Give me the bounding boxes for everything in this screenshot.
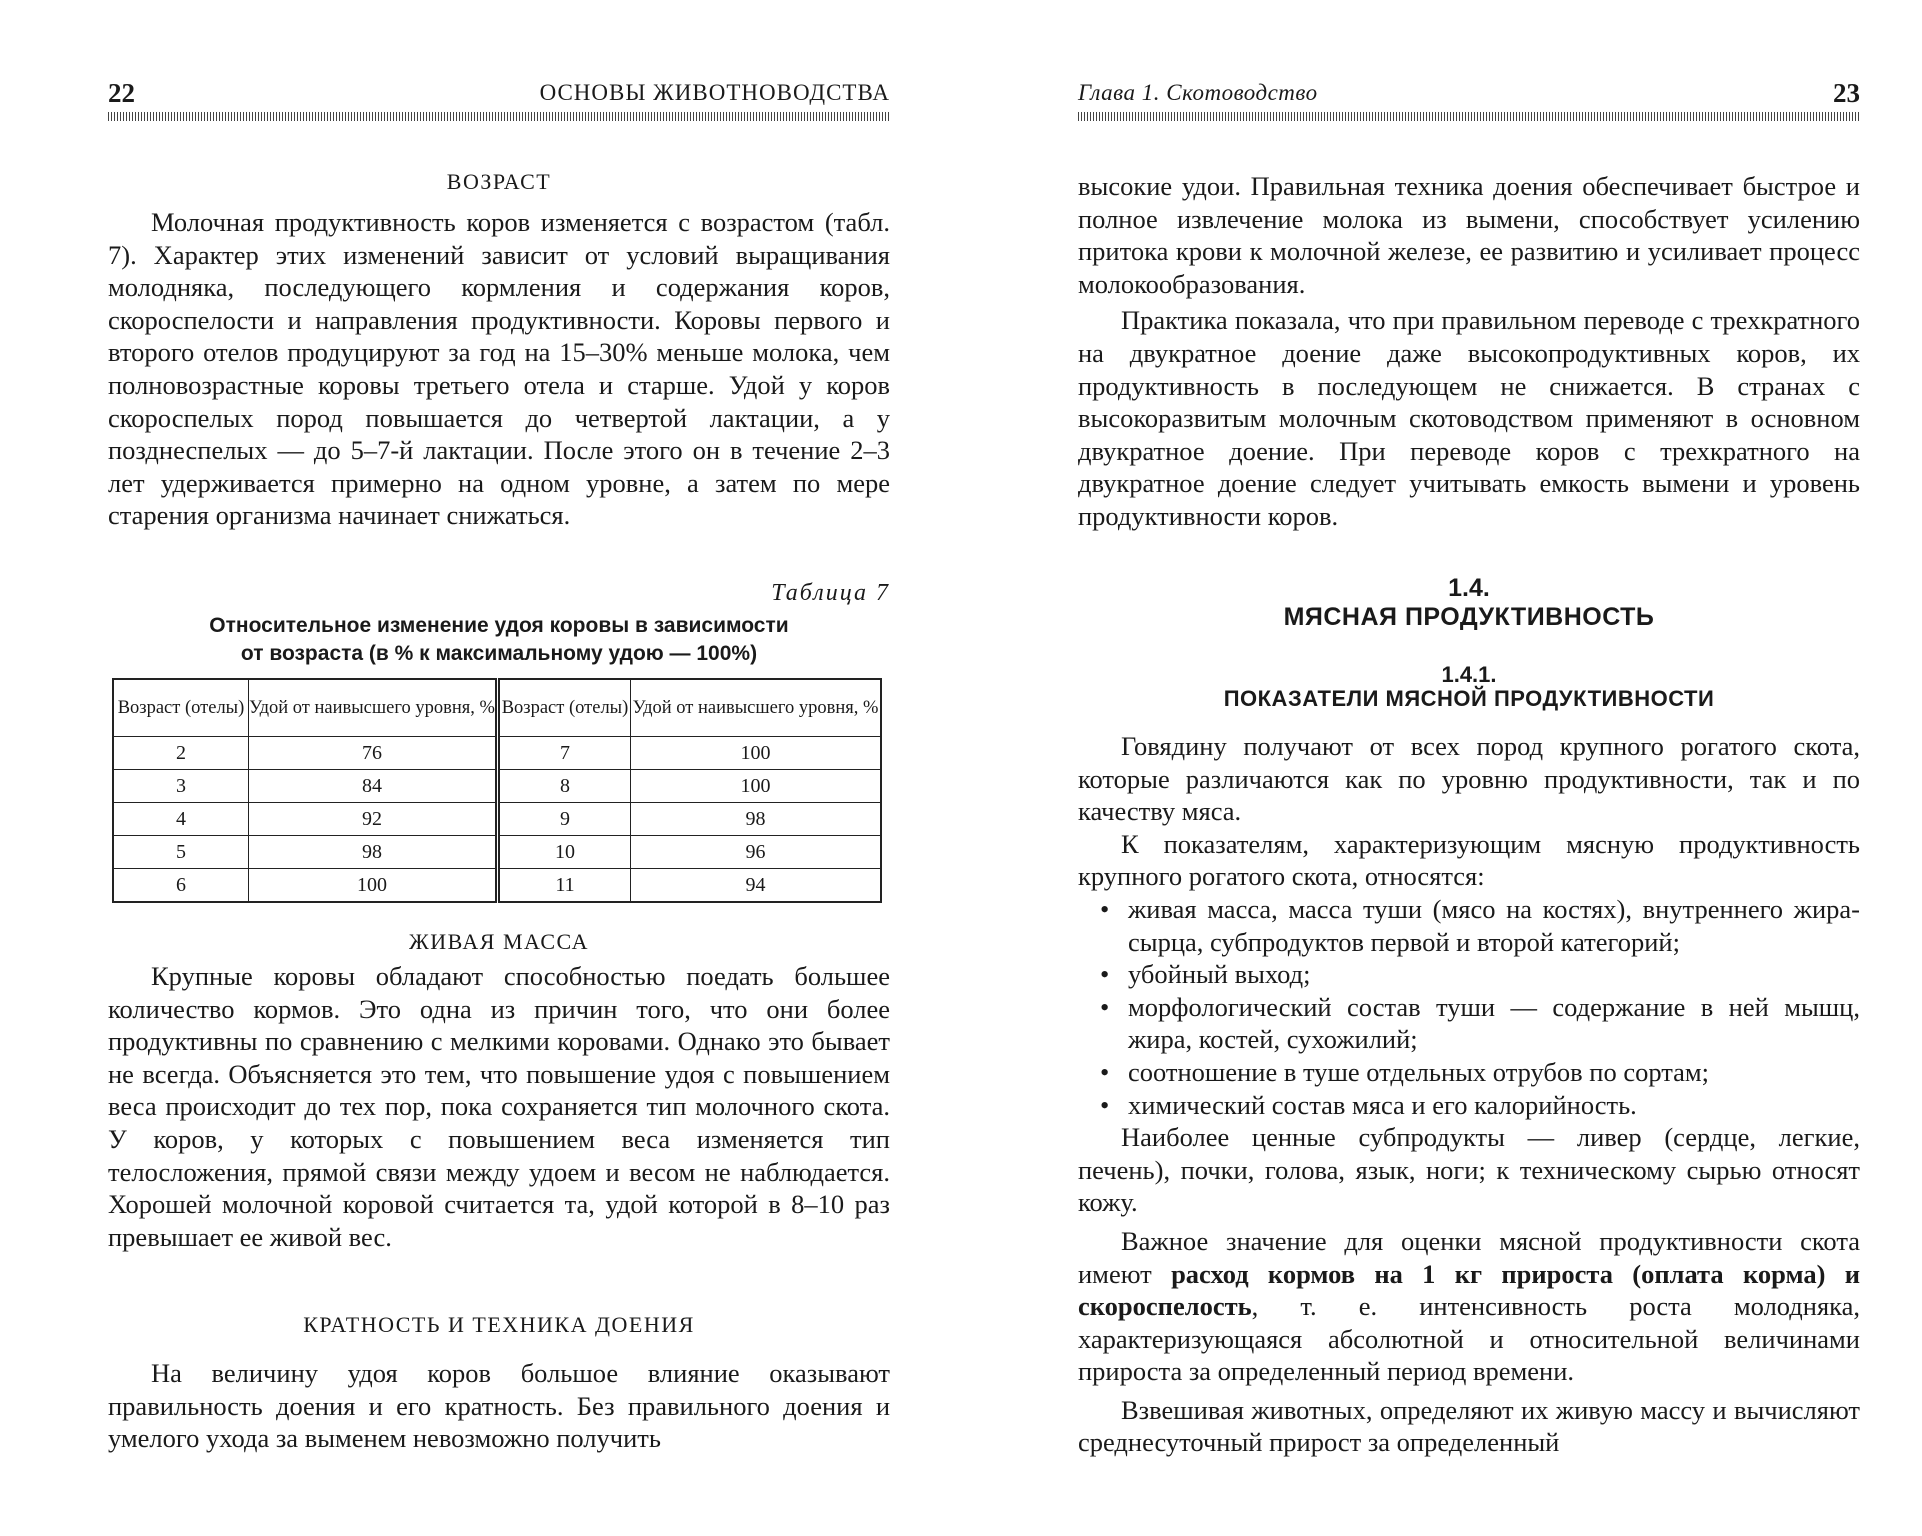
table-row (113, 869, 881, 903)
header-cell: Удой от наивысшего уровня, % (249, 679, 498, 737)
right-body (1078, 170, 1860, 533)
paragraph: На величину удоя коров большое влияние оказывают правильность доения и его кратность. Без правильного доения и умелого ухода за выменем невозможно получить (108, 1358, 890, 1454)
table-cell: 84 (249, 770, 498, 803)
list-item-text: соотношение в туше отдельных отрубов по сортам; (1128, 1056, 1710, 1087)
table-cell: 3 (113, 770, 249, 803)
section-heading-age: ВОЗРАСТ (446, 169, 552, 194)
list-item (1100, 958, 1860, 991)
table-cell: 2 (113, 737, 249, 770)
table-cell: 11 (498, 869, 631, 903)
left-body-2 (108, 926, 890, 1253)
subsection-number: 1.4.1. (1441, 662, 1497, 687)
left-body (108, 166, 890, 532)
bullet-icon: • (1100, 959, 1110, 990)
table-cell: 100 (249, 869, 498, 903)
section-title: МЯСНАЯ ПРОДУКТИВНОСТЬ (1283, 603, 1655, 631)
right-running-head (1078, 78, 1860, 118)
table-row (113, 803, 881, 836)
table-cell: 4 (113, 803, 249, 836)
table-row (113, 737, 881, 770)
table-cell: 96 (631, 836, 882, 869)
running-title: ОСНОВЫ ЖИВОТНОВОДСТВА (539, 80, 890, 105)
list-item (1100, 1056, 1860, 1089)
table-header-row (113, 679, 881, 737)
list-item-text: морфологический состав туши — содержание в ней мышц, жира, костей, сухожилий; (1128, 991, 1860, 1055)
paragraph: Крупные коровы обладают способностью поедать большее количество кормов. Это одна из причин того, что они более продуктивны по сравнению с мелкими коровами. Однако это бывает не всегда. Объясняется это тем, что повышение удоя с повышением веса происходит до тех пор, пока сохраняется тип молочного скота. У коров, у которых с повышением веса изменяется тип телосложения, прямой связи между удоем и весом не наблюдается. Хорошей молочной коровой считается та, удой которой в 8–10 раз превышает ее живой вес. (108, 961, 890, 1252)
paragraph: высокие удои. Правильная техника доения обеспечивает быстрое и полное извлечение молока из вымени, способствует усилению притока крови к молочной железе, ее развитию и усиливает процесс молокообразования. (1078, 171, 1860, 299)
data-table (112, 678, 882, 903)
list-item (1100, 991, 1860, 1056)
table-cell: 92 (249, 803, 498, 836)
subsection-title: ПОКАЗАТЕЛИ МЯСНОЙ ПРОДУКТИВНОСТИ (1223, 686, 1715, 711)
table-cell: 94 (631, 869, 882, 903)
table-cell: 76 (249, 737, 498, 770)
running-title: Глава 1. Скотоводство (1078, 80, 1318, 105)
table-label: Таблица 7 (771, 580, 890, 606)
table-cell: 10 (498, 836, 631, 869)
right-page (1078, 0, 1860, 1536)
table-cell: 5 (113, 836, 249, 869)
list-item-text: живая масса, масса туши (мясо на костях), внутреннего жира-сырца, субпродуктов первой и второй категорий; (1128, 893, 1860, 957)
left-running-head (108, 78, 890, 118)
table-cell: 6 (113, 869, 249, 903)
table-cell: 98 (249, 836, 498, 869)
paragraph: Наиболее ценные субпродукты — ливер (сердце, легкие, печень), почки, голова, язык, ноги; к техническому сырью относят кожу. (1078, 1122, 1860, 1218)
table-row (113, 836, 881, 869)
text-span: Важное значение для оценки мясной продуктивности скота имеют (1078, 1225, 1860, 1289)
page-number: 22 (108, 78, 135, 108)
list-item (1100, 893, 1860, 958)
header-rule (108, 112, 890, 121)
bullet-icon: • (1100, 991, 1110, 1022)
table-cell: 100 (631, 737, 882, 770)
text-span: , т. е. интенсивность роста молодняка, характеризующаяся абсолютной и относительной величинами прироста за определенный период времени. (1078, 1291, 1860, 1387)
section-number: 1.4. (1448, 574, 1490, 602)
page-number: 23 (1833, 78, 1860, 108)
table-caption (108, 612, 890, 668)
section-heading-milking: КРАТНОСТЬ И ТЕХНИКА ДОЕНИЯ (303, 1312, 695, 1337)
paragraph: К показателям, характеризующим мясную продуктивность крупного рогатого скота, относятся: (1078, 828, 1860, 892)
caption-line: от возраста (в % к максимальному удою — 100%) (240, 642, 758, 665)
list-item-text: убойный выход; (1128, 959, 1311, 990)
table-cell: 9 (498, 803, 631, 836)
paragraph: Говядину получают от всех пород крупного рогатого скота, которые различаются как по уровню продуктивности, так и по качеству мяса. (1078, 731, 1860, 827)
table-cell: 100 (631, 770, 882, 803)
left-page (108, 0, 890, 1536)
bullet-icon: • (1100, 1089, 1110, 1120)
header-cell: Возраст (отелы) (498, 679, 631, 737)
paragraph-feed-efficiency (1078, 1225, 1860, 1388)
bullet-list (1100, 893, 1860, 1121)
bold-term: расход кормов на 1 кг прироста (оплата корма) и скороспелость (1078, 1258, 1860, 1322)
table-cell: 7 (498, 737, 631, 770)
header-rule (1078, 112, 1860, 121)
list-item-text: химический состав мяса и его калорийность. (1128, 1089, 1637, 1120)
section-heading-live-weight: ЖИВАЯ МАССА (409, 929, 589, 954)
bullet-icon: • (1100, 1056, 1110, 1087)
table-row (113, 770, 881, 803)
table-block (108, 578, 890, 903)
right-body-2 (1078, 730, 1860, 1459)
header-cell: Возраст (отелы) (113, 679, 249, 737)
subsection-heading (1078, 664, 1860, 712)
left-body-3 (108, 1309, 890, 1455)
section-heading (1078, 574, 1860, 632)
paragraph: Взвешивая животных, определяют их живую массу и вычисляют среднесуточный прирост за определенный (1078, 1394, 1860, 1458)
table-cell: 8 (498, 770, 631, 803)
table-cell: 98 (631, 803, 882, 836)
bullet-icon: • (1100, 893, 1110, 924)
paragraph: Молочная продуктивность коров изменяется с возрастом (табл. 7). Характер этих изменений зависит от условий выращивания молодняка, последующего кормления и содержания коров, скороспелости и направления продуктивности. Коровы первого и второго отелов продуцируют за год на 15–30% меньше молока, чем полновозрастные коровы третьего отела и старше. Удой у коров скороспелых пород повышается до четвертой лактации, а у позднеспелых — до 5–7-й лактации. После этого он в течение 2–3 лет удерживается примерно на одном уровне, а затем по мере старения организма начинает снижаться. (108, 207, 890, 531)
header-cell: Удой от наивысшего уровня, % (631, 679, 882, 737)
paragraph: Практика показала, что при правильном переводе с трехкратного на двукратное доение даже высокопродуктивных коров, их продуктивность в последующем не снижается. В странах с высокоразвитым молочным скотоводством применяют в основном двукратное доение. При переводе коров с трехкратного на двукратное доение следует учитывать емкость вымени и уровень продуктивности коров. (1078, 305, 1860, 531)
list-item (1100, 1089, 1860, 1122)
caption-line: Относительное изменение удоя коровы в зависимости (209, 614, 789, 637)
